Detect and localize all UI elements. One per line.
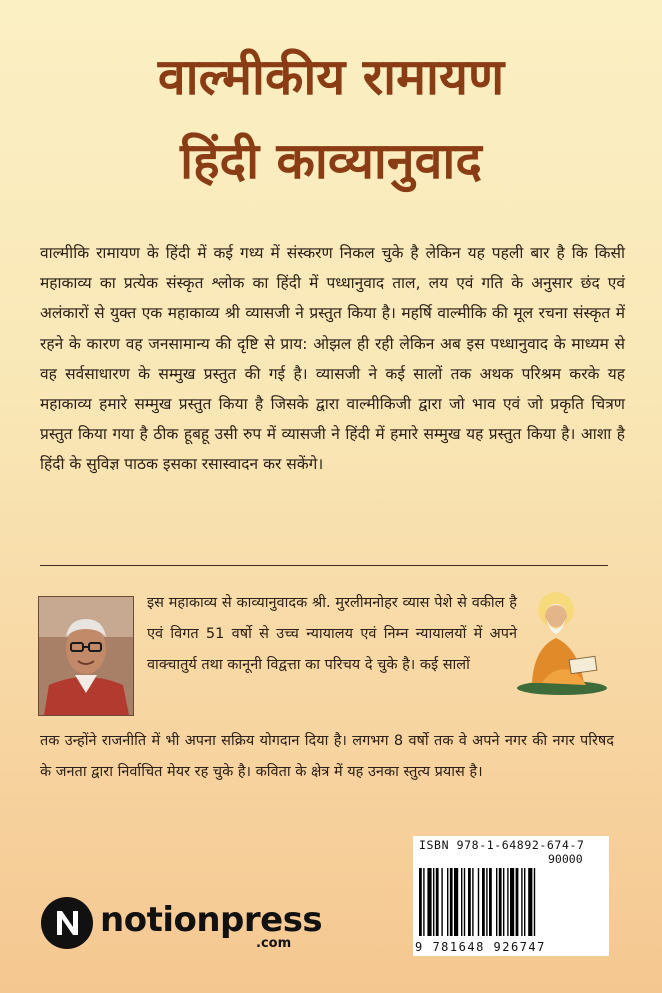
price-code: 90000	[548, 852, 583, 866]
book-title-line-2: हिंदी काव्यानुवाद	[180, 132, 482, 190]
isbn-label: ISBN 978-1-64892-674-7	[419, 838, 585, 852]
sage-valmiki-illustration	[512, 588, 612, 698]
author-bio-intro: इस महाकाव्य से काव्यानुवादक श्री. मुरलीमनोहर व्यास पेशे से वकील है एवं विगत 51 वर्षो से उच्च न्यायालय एवं निम्न न्यायालयों में अपने वाक्चातुर्य तथा कानूनी विद्वत्ता का परिचय दे चुके है। कई सालों	[147, 595, 517, 673]
book-description: वाल्मीकि रामायण के हिंदी में कई गध्य में संस्करण निकल चुके है लेकिन यह पहली बार है कि किसी महाकाव्य का प्रत्येक संस्कृत श्लोक का हिंदी में पध्धानुवाद ताल, लय एवं गति के अनुसार छंद एवं अलंकारों से युक्त एक महाकाव्य श्री व्यासजी ने प्रस्तुत किया है। महर्षि वाल्मीकि की मूल रचना संस्कृत में रहने के कारण वह जनसामान्य की दृष्टि से प्राय: ओझल ही रही लेकिन अब इस पध्धानुवाद के माध्यम से वह सर्वसाधारण के सम्मुख प्रस्तुत की गई है। व्यासजी ने कई सालों तक अथक परिश्रम करके यह महाकाव्य हमारे सम्मुख प्रस्तुत किया है जिसके द्वारा वाल्मीकिजी द्वारा जो भाव एवं जो प्रकृति चित्रण प्रस्तुत किया गया है ठीक हूबहू उसी रुप में व्यासजी ने हिंदी में हमारे सम्मुख यह प्रस्तुत किया है। आशा है हिंदी के सुविज्ञ पाठक इसका रसास्वादन कर सकेंगे।	[40, 244, 625, 474]
publisher-domain: .com	[256, 936, 292, 951]
author-bio-continued: तक उन्होंने राजनीति में भी अपना सक्रिय योगदान दिया है। लगभग 8 वर्षो तक वे अपने नगर की नगर परिषद के जनता द्वारा निर्वाचित मेयर रह चुके है। कविता के क्षेत्र में यह उनका स्तुत्य प्रयास है।	[40, 733, 614, 780]
book-title-line-1: वाल्मीकीय रामायण	[157, 48, 505, 106]
notionpress-logo-icon	[40, 896, 94, 950]
barcode-bars	[417, 868, 605, 940]
isbn-barcode	[413, 836, 609, 956]
section-divider	[40, 565, 608, 566]
publisher-logo	[40, 896, 323, 956]
barcode-number: 9 781648 926747	[415, 940, 546, 954]
publisher-name: notionpress	[100, 900, 323, 940]
author-photo	[38, 596, 134, 716]
